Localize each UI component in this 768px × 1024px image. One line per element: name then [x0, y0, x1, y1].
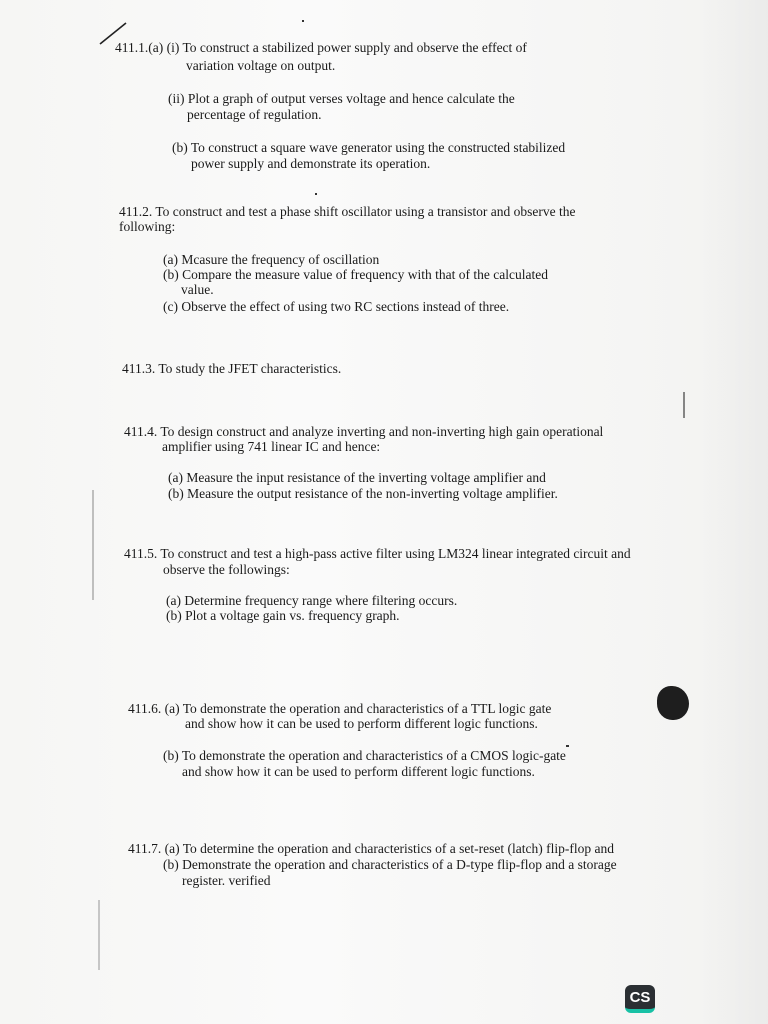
item-411-2-line2: following: — [119, 219, 176, 234]
item-411-6-b-line2: and show how it can be used to perform different logic functions. — [182, 764, 535, 779]
item-411-4-line1: 411.4. To design construct and analyze inverting and non-inverting high gain operational — [124, 424, 604, 439]
camscanner-logo-icon: CS — [625, 985, 655, 1013]
scan-edge-mark — [92, 490, 94, 600]
item-411-1-a-i-line1: 411.1.(a) (i) To construct a stabilized power supply and observe the effect of — [115, 40, 527, 55]
item-411-1-b-line1: (b) To construct a square wave generator using the constructed stabilized — [172, 140, 566, 155]
item-411-4-a: (a) Measure the input resistance of the inverting voltage amplifier and — [168, 470, 546, 485]
item-411-6-a-line1: 411.6. (a) To demonstrate the operation and characteristics of a TTL logic gate — [128, 701, 552, 716]
item-411-6-b-line1: (b) To demonstrate the operation and characteristics of a CMOS logic-gate — [163, 748, 566, 763]
item-411-2-c: (c) Observe the effect of using two RC sections instead of three. — [163, 299, 510, 314]
item-411-7-b-line1: (b) Demonstrate the operation and characteristics of a D-type flip-flop and a storage — [163, 857, 617, 872]
item-411-4-b: (b) Measure the output resistance of the non-inverting voltage amplifier. — [168, 486, 558, 501]
item-411-3: 411.3. To study the JFET characteristics. — [122, 361, 342, 376]
page-shadow — [698, 0, 768, 1024]
item-411-2-b-line2: value. — [181, 282, 214, 297]
item-411-1-a-i-line2: variation voltage on output. — [186, 58, 336, 73]
item-411-2-line1: 411.2. To construct and test a phase shift oscillator using a transistor and observe the — [119, 204, 576, 219]
item-411-2-a: (a) Mcasure the frequency of oscillation — [163, 252, 380, 267]
item-411-1-a-ii-line1: (ii) Plot a graph of output verses voltage and hence calculate the — [168, 91, 515, 106]
scan-speck — [315, 193, 317, 195]
item-411-7-b-line2: register. verified — [182, 873, 271, 888]
item-411-5-line1: 411.5. To construct and test a high-pass active filter using LM324 linear integrated circuit and — [124, 546, 631, 561]
item-411-6-a-line2: and show how it can be used to perform different logic functions. — [185, 716, 538, 731]
item-411-5-line2: observe the followings: — [163, 562, 290, 577]
item-411-4-line2: amplifier using 741 linear IC and hence: — [162, 439, 381, 454]
item-411-1-b-line2: power supply and demonstrate its operation. — [191, 156, 431, 171]
item-411-5-b: (b) Plot a voltage gain vs. frequency graph. — [166, 608, 400, 623]
scan-edge-mark-right — [683, 392, 685, 418]
item-411-5-a: (a) Determine frequency range where filtering occurs. — [166, 593, 458, 608]
item-411-1-a-ii-line2: percentage of regulation. — [187, 107, 322, 122]
scan-speck — [302, 20, 304, 22]
scan-edge-mark-lower — [98, 900, 100, 970]
hole-punch-mark — [657, 686, 689, 720]
item-411-7-a: 411.7. (a) To determine the operation and characteristics of a set-reset (latch) flip-flop and — [128, 841, 614, 856]
item-411-2-b-line1: (b) Compare the measure value of frequency with that of the calculated — [163, 267, 548, 282]
scan-speck — [566, 745, 569, 747]
